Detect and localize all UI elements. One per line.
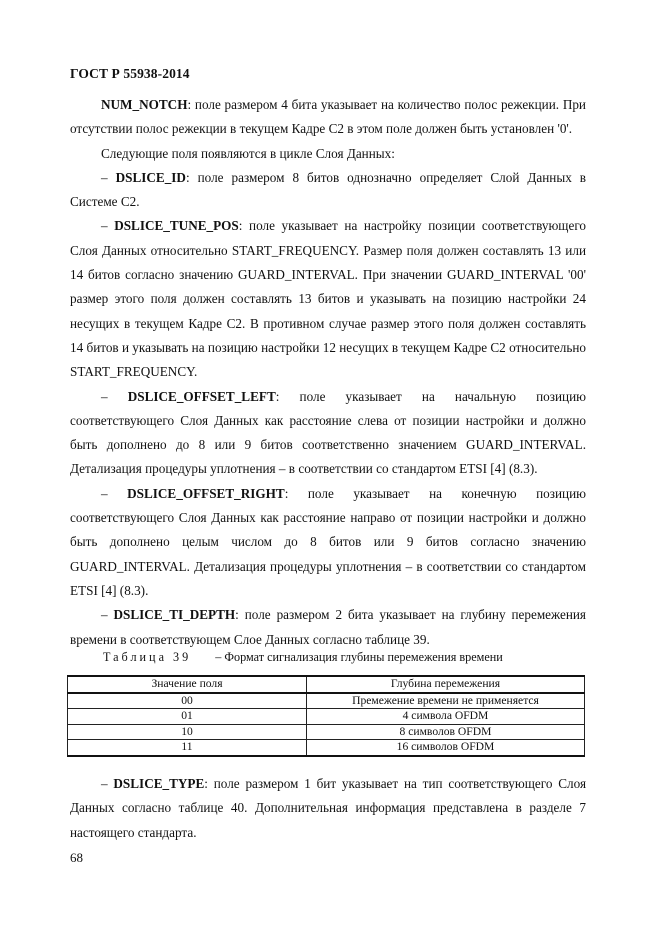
- table-caption-label: Таблица 39: [103, 650, 192, 664]
- term: DSLICE_ID: [115, 169, 186, 185]
- term: DSLICE_TI_DEPTH: [113, 607, 236, 623]
- paragraph-dslice-type: – DSLICE_TYPE: поле размером 1 бит указывает на тип соответствующего Слоя Данных согласно таблице 40. Дополнительная информация представлена в разделе 7 настоящего стандарта.: [70, 776, 587, 840]
- paragraph-dslice-ti-depth: – DSLICE_TI_DEPTH: поле размером 2 бита указывает на глубину перемежения времени в соответствующем Слое Данных согласно таблице 39.: [70, 607, 586, 647]
- body-text-after-table: [70, 772, 586, 845]
- table-39: [67, 675, 585, 757]
- term: NUM_NOTCH: [101, 97, 188, 112]
- table-cell: 10: [68, 724, 307, 740]
- table-cell: 01: [68, 709, 307, 725]
- table-cell: 16 символов OFDM: [307, 740, 585, 756]
- paragraph-loop-intro: Следующие поля появляются в цикле Слоя Данных:: [101, 145, 395, 161]
- table-row: [68, 724, 585, 740]
- body-text: [70, 93, 586, 652]
- table-header-row: [68, 676, 585, 693]
- term: DSLICE_TUNE_POS: [114, 218, 239, 234]
- paragraph-dslice-offset-right: – DSLICE_OFFSET_RIGHT: поле указывает на конечную позицию соответствующего Слоя Данных как расстояние направо от позиции настройки и должно быть дополнено целым числом до 8 битов или 9 битов согласно значению GUARD_INTERVAL. Детализация процедуры уплотнения – в соответствии со стандартом ETSI [4] (8.3).: [70, 485, 586, 598]
- paragraph-dslice-id: – DSLICE_ID: поле размером 8 битов однозначно определяет Слой Данных в Системе С2.: [70, 169, 587, 210]
- table-caption: [103, 650, 503, 665]
- table-cell: 8 символов OFDM: [307, 724, 585, 740]
- column-header: Глубина перемежения: [307, 676, 585, 693]
- table-cell: Премежение времени не применяется: [307, 693, 585, 709]
- table-cell: 11: [68, 740, 307, 756]
- term: DSLICE_OFFSET_RIGHT: [127, 485, 285, 501]
- paragraph-dslice-offset-left: – DSLICE_OFFSET_LEFT: поле указывает на начальную позицию соответствующего Слоя Данных как расстояние слева от позиции настройки и должно быть дополнено до 8 или 9 битов соответственно значением GUARD_INTERVAL. Детализация процедуры уплотнения – в соответствии со стандартом ETSI [4] (8.3).: [70, 388, 587, 477]
- column-header: Значение поля: [68, 676, 307, 693]
- paragraph-dslice-tune-pos: – DSLICE_TUNE_POS: поле указывает на настройку позиции соответствующего Слоя Данных относительно START_FREQUENCY. Размер поля должен составлять 13 или 14 битов согласно значению GUARD_INTERVAL. При значении GUARD_INTERVAL '00' размер этого поля должен составлять 13 битов и указывать на позицию настройки 24 несущих в текущем Кадре С2. В противном случае размер этого поля должен составлять 14 битов и указывать на позицию настройки 12 несущих в текущем Кадре С2 относительно START_FREQUENCY.: [70, 218, 587, 380]
- page-number: 68: [70, 850, 83, 865]
- term: DSLICE_TYPE: [113, 776, 205, 791]
- document-header: ГОСТ Р 55938-2014: [70, 66, 190, 81]
- table-row: [68, 693, 585, 709]
- table-cell: 4 символа OFDM: [307, 709, 585, 725]
- table-row: [68, 740, 585, 756]
- table-caption-text: – Формат сигнализация глубины перемежения времени: [215, 650, 503, 664]
- table-row: [68, 709, 585, 725]
- table-cell: 00: [68, 693, 307, 709]
- paragraph-num-notch: NUM_NOTCH: поле размером 4 бита указывает на количество полос режекции. При отсутствии полос режекции в текущем Кадре С2 в этом поле должен быть установлен '0'.: [70, 97, 586, 137]
- term: DSLICE_OFFSET_LEFT: [127, 388, 276, 404]
